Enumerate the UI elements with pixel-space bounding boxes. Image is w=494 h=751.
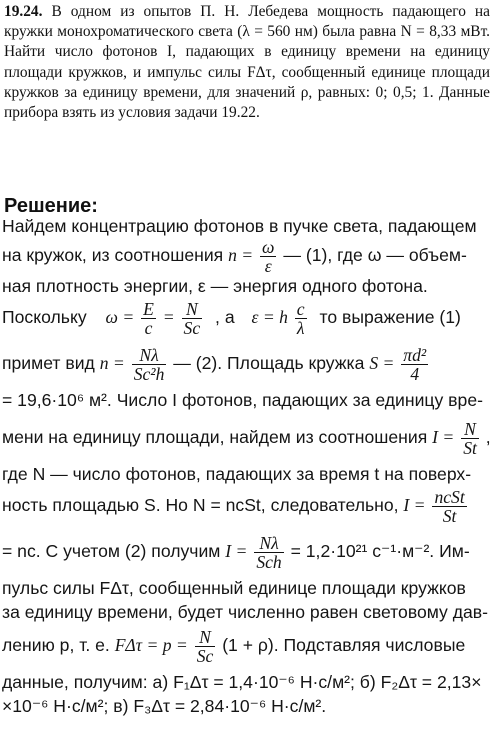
text-run: Поскольку bbox=[2, 307, 87, 328]
formula-fraction bbox=[295, 300, 307, 337]
text-run: (1 + ρ). Подставляя числовые bbox=[222, 635, 466, 656]
numerator: ω bbox=[262, 237, 275, 257]
solution-line bbox=[2, 534, 470, 571]
denominator: 4 bbox=[401, 364, 428, 383]
solution-line: ×10⁻⁶ Н·с/м²; в) F₃Δτ = 2,84·10⁻⁶ Н·с/м². bbox=[2, 696, 327, 716]
denominator: St bbox=[463, 438, 477, 458]
problem-text: В одном из опытов П. Н. Лебедева мощность падающего на кружки монохроматического света (λ = 560 нм) была равна N = 8,33 мВт. Найти число фотонов I, падающих в единицу времени на единицу площади кружков, и импульс силы FΔτ, сообщенный единице площади кружков за единицу времени, для значений ρ, равных: 0; 0,5; 1. Данные прибора взять из условия задачи 19.22. bbox=[4, 3, 490, 122]
text-run: — (1), где bbox=[283, 245, 363, 266]
solution-heading: Решение: bbox=[4, 195, 98, 217]
text-run: примет вид bbox=[2, 353, 95, 374]
formula-equals: = bbox=[162, 307, 175, 328]
solution-line: где N — число фотонов, падающих за время t на поверх- bbox=[2, 464, 472, 484]
formula-lhs: S = bbox=[369, 353, 395, 374]
text-run: то выражение (1) bbox=[319, 307, 461, 328]
text-run: — (2). Площадь кружка bbox=[173, 353, 365, 374]
denominator: λ bbox=[295, 318, 307, 337]
text-run: мени на единицу площади, найдем из соотношения bbox=[2, 427, 428, 448]
text-run: = nc. С учетом (2) получим bbox=[2, 541, 221, 562]
denominator: c bbox=[141, 318, 156, 337]
numerator: ncSt bbox=[434, 487, 465, 507]
denominator: St bbox=[432, 506, 466, 525]
denominator: Sc²h bbox=[133, 364, 165, 384]
numerator: E bbox=[143, 299, 154, 319]
formula-fraction bbox=[182, 300, 203, 337]
numerator: N bbox=[199, 627, 211, 647]
numerator: Nλ bbox=[259, 533, 279, 553]
formula-fraction bbox=[132, 346, 167, 383]
numerator: c bbox=[296, 299, 305, 319]
formula-lhs: n = bbox=[228, 245, 254, 266]
formula-fraction bbox=[141, 300, 156, 337]
denominator: ε bbox=[260, 256, 276, 275]
solution-line: мени на единицу площади, найдем из соотношения I = $\frac{N}{St}$ , bbox=[2, 419, 491, 458]
problem-number: 19.24. bbox=[4, 3, 43, 20]
solution-line bbox=[2, 346, 430, 383]
solution-line: = 19,6·10⁶ м². Число I фотонов, падающих за единицу вре- bbox=[2, 390, 483, 410]
solution-line: ная плотность энергии, ε — энергия одного фотона. bbox=[2, 276, 428, 296]
solution-line: Поскольку ω = $\frac{E}{c}$ = $\frac{N}{Sc}$ , а ε = h $\frac{c}{\lambda}$ то выражение (1) bbox=[2, 299, 461, 338]
formula-fraction bbox=[254, 534, 283, 571]
text-run: ω — объем- bbox=[367, 245, 467, 266]
solution-line: Найдем концентрацию фотонов в пучке света, падающем bbox=[2, 216, 477, 236]
formula-fraction bbox=[432, 488, 466, 525]
formula-lhs: I = bbox=[225, 541, 248, 562]
solution-line bbox=[2, 628, 465, 665]
formula-lhs: ω = bbox=[105, 307, 135, 328]
formula-lhs: FΔτ = p = bbox=[114, 635, 188, 656]
formula-fraction bbox=[461, 420, 479, 457]
solution-line: пульс силы FΔτ, сообщенный единице площади кружков bbox=[2, 578, 466, 598]
numerator: Nλ bbox=[139, 345, 159, 365]
formula-lhs: I = bbox=[432, 427, 455, 448]
solution-line: данные, получим: а) F₁Δτ = 1,4·10⁻⁶ Н·с/м²; б) F₂Δτ = 2,13× bbox=[2, 672, 482, 692]
formula-lhs: I = bbox=[403, 495, 426, 516]
formula-fraction bbox=[195, 628, 216, 665]
formula-fraction bbox=[401, 346, 428, 383]
text-run: на кружок, из соотношения bbox=[2, 245, 224, 266]
numerator: N bbox=[185, 299, 198, 319]
solution-line: за единицу времени, будет численно равен световому дав- bbox=[2, 602, 488, 622]
text-run: ность площадью S. Но N = ncSt, следовательно, bbox=[2, 495, 399, 516]
solution-line bbox=[2, 488, 469, 525]
numerator: πd² bbox=[403, 345, 427, 365]
text-run: лению p, т. е. bbox=[2, 635, 110, 656]
formula-fraction bbox=[260, 238, 276, 275]
denominator: Sc bbox=[196, 646, 214, 666]
denominator: Sch bbox=[256, 552, 282, 572]
denominator: Sc bbox=[183, 318, 201, 338]
solution-line bbox=[2, 238, 467, 275]
problem-statement bbox=[4, 2, 490, 123]
formula-lhs: n = bbox=[99, 353, 125, 374]
text-run: = 1,2·10²¹ с⁻¹·м⁻². Им- bbox=[290, 541, 470, 562]
numerator: N bbox=[464, 419, 476, 439]
formula-lhs: ε = h bbox=[251, 307, 288, 328]
